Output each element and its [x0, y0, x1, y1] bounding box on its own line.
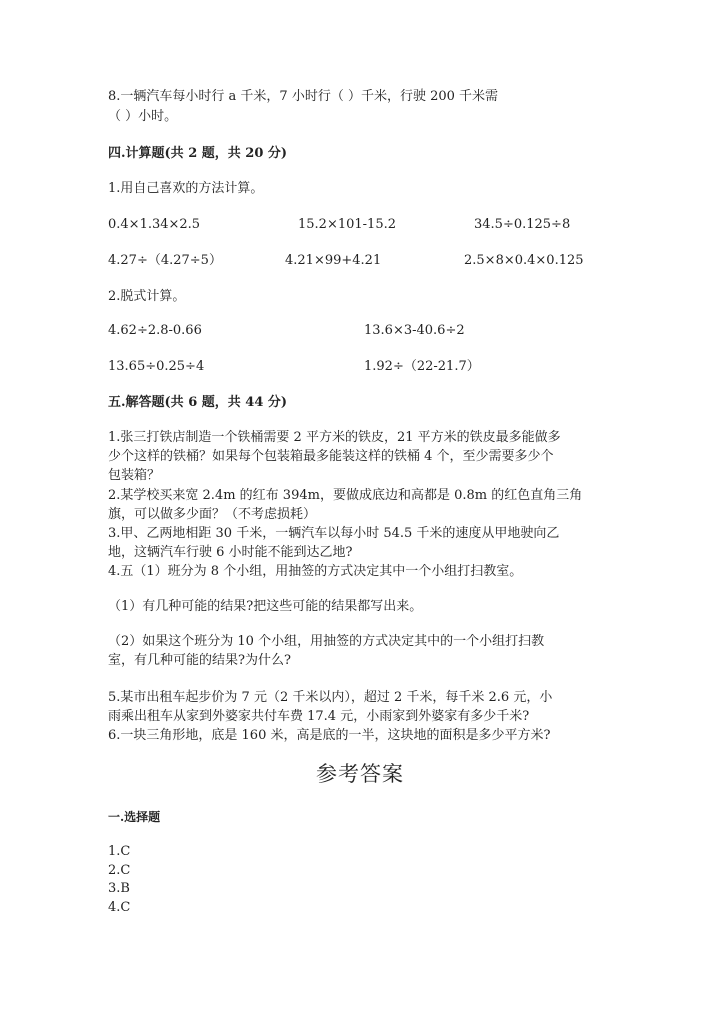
calc-q1-expr: 0.4×1.34×2.5: [108, 217, 201, 232]
answer-question-line: 包装箱？: [108, 468, 161, 483]
answer-question-line: 地，这辆汽车行驶 6 小时能不能到达乙地?: [108, 545, 353, 560]
calc-q2-title: 2.脱式计算。: [108, 289, 186, 304]
answer-question-line: 4.五（1）班分为 8 个小组，用抽签的方式决定其中一个小组打扫教室。: [108, 564, 523, 579]
section-5-heading: 五.解答题(共 6 题，共 44 分): [108, 395, 288, 410]
answer-question-line: 少个这样的铁桶？如果每个包装箱最多能装这样的铁桶 4 个，至少需要多少个: [108, 449, 554, 464]
answer-question-line: 2.某学校买来宽 2.4m 的红布 394m，要做成底边和高都是 0.8m 的红色直角三角: [108, 488, 583, 503]
calc-q1-title: 1.用自己喜欢的方法计算。: [108, 181, 264, 196]
question-8-line-2: （ ）小时。: [108, 109, 178, 124]
calc-q1-expr: 34.5÷0.125÷8: [474, 217, 571, 232]
calc-q1-expr: 15.2×101-15.2: [298, 217, 396, 232]
question-4-sub-2-line-1: （2）如果这个班分为 10 个小组，用抽签的方式决定其中的一个小组打扫教: [108, 634, 545, 649]
answer-item: 4.C: [108, 900, 131, 915]
answer-question-line: 旗，可以做多少面？（不考虑损耗）: [108, 507, 317, 522]
calc-q2-expr: 4.62÷2.8-0.66: [108, 323, 202, 338]
question-8-line-1: 8.一辆汽车每小时行 a 千米，7 小时行（ ）千米，行驶 200 千米需: [108, 89, 499, 104]
calc-q2-expr: 1.92÷（22-21.7）: [364, 359, 480, 374]
answer-key-title: 参考答案: [316, 762, 404, 786]
calc-q2-expr: 13.6×3-40.6÷2: [364, 323, 465, 338]
section-4-heading: 四.计算题(共 2 题，共 20 分): [108, 146, 288, 161]
question-5-line-2: 雨乘出租车从家到外婆家共付车费 17.4 元，小雨家到外婆家有多少千米?: [108, 709, 530, 724]
question-4-sub-1: （1）有几种可能的结果?把这些可能的结果都写出来。: [108, 599, 423, 614]
calc-q2-expr: 13.65÷0.25÷4: [108, 359, 205, 374]
question-4-sub-2-line-2: 室，有几种可能的结果?为什么?: [108, 653, 291, 668]
question-5-line-1: 5.某市出租车起步价为 7 元（2 千米以内），超过 2 千米，每千米 2.6 元，小: [108, 690, 553, 705]
calc-q1-expr: 4.27÷（4.27÷5）: [108, 253, 222, 268]
answer-item: 2.C: [108, 863, 131, 878]
answer-item: 1.C: [108, 844, 131, 859]
calc-q1-expr: 4.21×99+4.21: [285, 253, 382, 268]
answer-question-line: 1.张三打铁店制造一个铁桶需要 2 平方米的铁皮，21 平方米的铁皮最多能做多: [108, 430, 561, 445]
answer-item: 3.B: [108, 881, 130, 896]
answer-section-1-heading: 一.选择题: [108, 810, 161, 824]
answer-question-line: 3.甲、乙两地相距 30 千米，一辆汽车以每小时 54.5 千米的速度从甲地驶向乙: [108, 526, 560, 541]
question-6: 6.一块三角形地，底是 160 米，高是底的一半，这块地的面积是多少平方米?: [108, 728, 551, 743]
calc-q1-expr: 2.5×8×0.4×0.125: [464, 253, 584, 268]
